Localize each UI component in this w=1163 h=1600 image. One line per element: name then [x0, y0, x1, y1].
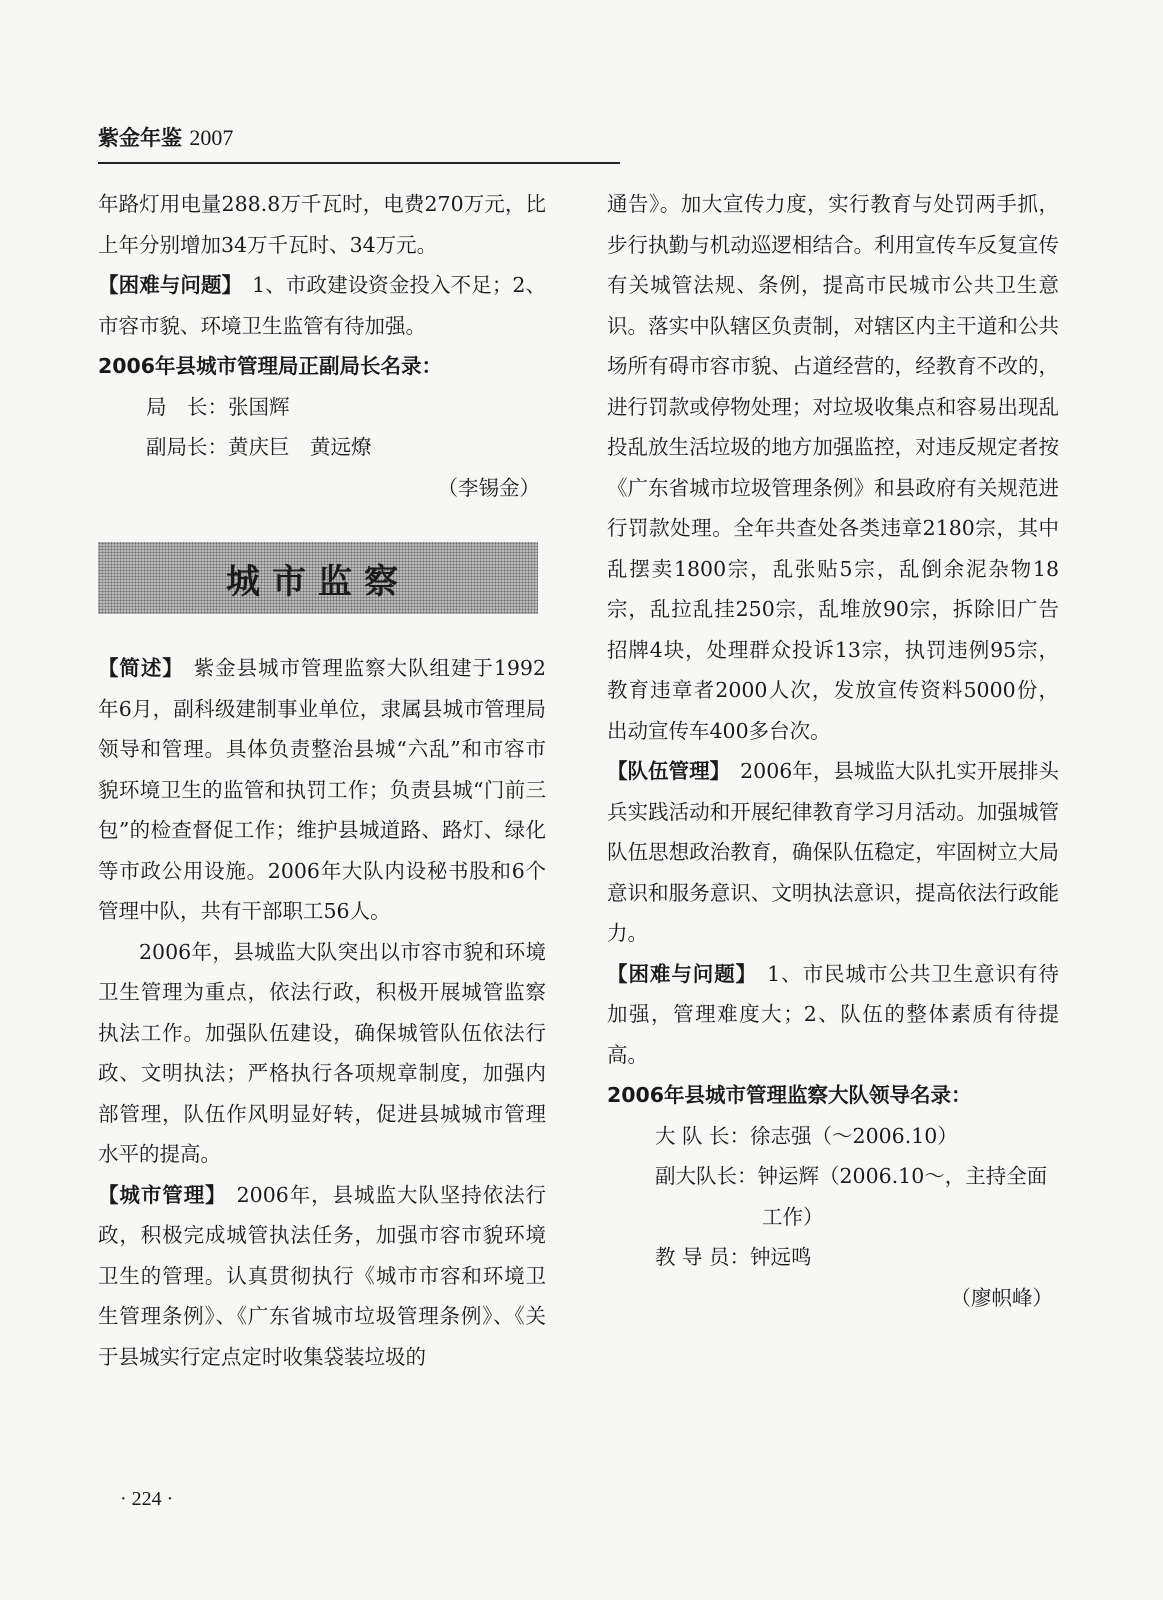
roster-entry: 局 长：张国辉 [146, 394, 290, 419]
roster-title: 2006年县城市管理局正副局长名录： [98, 354, 443, 378]
roster-entry: 副大队长：钟运辉（2006.10～，主持全面 [655, 1164, 1048, 1188]
problems-paragraph [98, 265, 546, 346]
paragraph: 通告》。加大宣传力度，实行教育与处罚两手抓，步行执勤与机动巡逻相结合。利用宣传车反复宣传有关城管法规、条例，提高市民城市公共卫生意识。落实中队辖区负责制，对辖区内主干道和公共场所有碍市容市貌、占道经营的，经教育不改的，进行罚款或停物处理；对垃圾收集点和容易出现乱投乱放生活垃圾的地方加强监控，对违反规定者按《广东省城市垃圾管理条例》和县政府有关规范进行罚款处理。全年共查处各类违章2180宗，其中乱摆卖1800宗，乱张贴5宗，乱倒余泥杂物18宗，乱拉乱挂250宗，乱堆放90宗，拆除旧广告招牌4块，处理群众投诉13宗，执罚违例95宗，教育违章者2000人次，发放宣传资料5000份，出动宣传车400多台次。 [607, 192, 1059, 743]
paragraph-text: 1、市政建设资金投入不足；2、市容市貌、环境卫生监管有待加强。 [98, 273, 546, 338]
page-number: · 224 · [120, 1488, 174, 1510]
paragraph: 年路灯用电量288.8万千瓦时，电费270万元，比上年分别增加34万千瓦时、34万元。 [98, 192, 546, 257]
paragraph-text: 紫金县城市管理监察大队组建于1992年6月，副科级建制事业单位，隶属县城市管理局领导和管理。具体负责整治县城“六乱”和市容市貌环境卫生的监管和执罚工作；负责县城“门前三包”的检查督促工作；维护县城道路、路灯、绿化等市政公用设施。2006年大队内设秘书股和6个管理中队，共有干部职工56人。 [98, 656, 547, 923]
roster-title: 2006年县城市管理监察大队领导名录： [607, 1083, 972, 1107]
left-column [98, 184, 546, 1377]
section-heading: 城市监察 [98, 542, 538, 614]
overview-paragraph [98, 648, 546, 932]
section-tag: 【简述】 [98, 656, 184, 680]
section-tag: 【队伍管理】 [607, 759, 731, 783]
paragraph-text: 1、市民城市公共卫生意识有待加强，管理难度大；2、队伍的整体素质有待提高。 [607, 961, 1060, 1067]
roster [98, 387, 546, 468]
paragraph-text: 2006年，县城监大队扎实开展排头兵实践活动和开展纪律教育学习月活动。加强城管队伍思想政治教育，确保队伍稳定，牢固树立大局意识和服务意识、文明执法意识，提高依法行政能力。 [607, 759, 1060, 945]
section-tag: 【城市管理】 [98, 1182, 227, 1207]
roster-entry: 大 队 长：徐志强（～2006.10） [655, 1123, 958, 1148]
header-title: 紫金年鉴 [98, 126, 182, 150]
team-paragraph [607, 751, 1059, 954]
problems-paragraph [607, 954, 1059, 1076]
right-column [607, 184, 1059, 1318]
roster-entry-continued: 工作） [762, 1204, 824, 1229]
running-header [98, 122, 620, 164]
roster-entry: 副局长：黄庆巨 黄远燎 [146, 435, 372, 459]
roster [607, 1116, 1059, 1278]
section-tag: 【困难与问题】 [98, 273, 243, 297]
header-year: 2007 [189, 125, 234, 150]
paragraph: 2006年，县城监大队突出以市容市貌和环境卫生管理为重点，依法行政，积极开展城管监察执法工作。加强队伍建设，确保城管队伍依法行政、文明执法；严格执行各项规章制度，加强内部管理，队伍作风明显好转，促进县城城市管理水平的提高。 [98, 939, 546, 1166]
management-paragraph [98, 1175, 546, 1378]
roster-entry: 教 导 员：钟远鸣 [655, 1245, 812, 1269]
author: （李锡金） [437, 475, 540, 500]
paragraph-text: 2006年，县城监大队坚持依法行政，积极完成城管执法任务，加强市容市貌环境卫生的管理。认真贯彻执行《城市市容和环境卫生管理条例》、《广东省城市垃圾管理条例》、《关于县城实行定点定时收集袋装垃圾的 [98, 1182, 546, 1369]
section-tag: 【困难与问题】 [607, 961, 758, 986]
author: （廖帜峰） [950, 1285, 1053, 1310]
